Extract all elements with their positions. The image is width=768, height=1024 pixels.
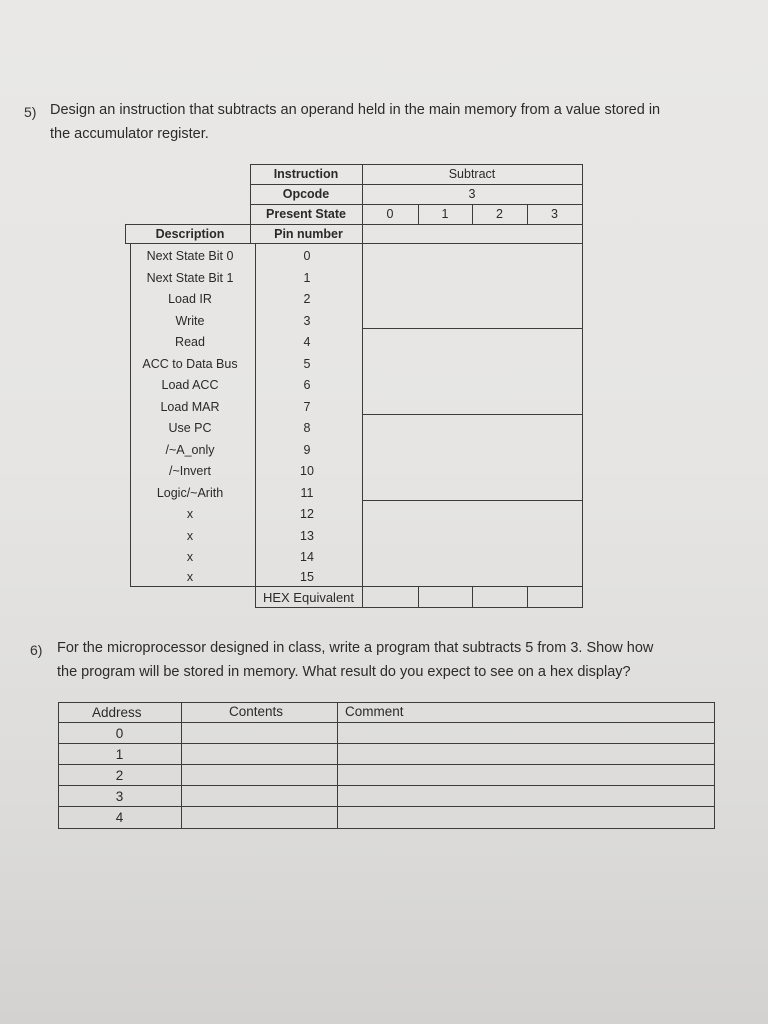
instruction-value: Subtract xyxy=(448,167,496,181)
row-pin-number: 10 xyxy=(300,464,314,478)
row-description: x xyxy=(186,550,194,564)
present-state-0: 0 xyxy=(386,207,394,221)
row-pin-number: 8 xyxy=(303,421,311,435)
table-line xyxy=(125,224,583,225)
table-line xyxy=(527,586,528,607)
table-line xyxy=(58,806,715,807)
table-line xyxy=(58,764,715,765)
row-description: x xyxy=(186,507,194,521)
table-line xyxy=(181,702,182,829)
row-pin-number: 13 xyxy=(300,529,314,543)
table-line xyxy=(250,204,583,205)
address-header: Address xyxy=(92,705,142,720)
row-pin-number: 2 xyxy=(303,292,311,306)
table-line xyxy=(58,702,715,703)
table-line xyxy=(250,164,583,165)
present-state-label: Present State xyxy=(266,207,346,221)
address-cell: 3 xyxy=(115,789,124,804)
row-description: Load MAR xyxy=(160,400,220,414)
table-line xyxy=(582,164,583,608)
pin-number-header: Pin number xyxy=(274,227,343,241)
row-pin-number: 0 xyxy=(303,249,311,263)
question-5-text xyxy=(50,98,750,146)
table-line xyxy=(58,743,715,744)
address-cell: 4 xyxy=(115,810,124,825)
address-cell: 1 xyxy=(115,747,124,762)
row-description: Read xyxy=(175,335,205,349)
row-description: /~A_only xyxy=(165,443,215,457)
table-line xyxy=(362,164,363,608)
table-line xyxy=(58,722,715,723)
contents-header: Contents xyxy=(229,704,284,719)
question-5-line-2: the accumulator register. xyxy=(50,126,209,142)
row-pin-number: 7 xyxy=(303,400,311,414)
row-description: Load ACC xyxy=(161,378,219,392)
row-pin-number: 12 xyxy=(300,507,314,521)
table-line xyxy=(125,243,583,244)
description-header: Description xyxy=(155,227,225,241)
row-description: Next State Bit 0 xyxy=(146,249,234,263)
comment-header: Comment xyxy=(345,704,404,719)
present-state-3: 3 xyxy=(551,207,558,221)
question-5-number: 5) xyxy=(24,104,37,120)
row-pin-number: 5 xyxy=(303,357,311,371)
row-description: Use PC xyxy=(168,421,212,435)
present-state-1: 1 xyxy=(441,207,449,221)
question-5-line-1: Design an instruction that subtracts an operand held in the main memory from a value stored in xyxy=(50,102,661,118)
table-line xyxy=(130,586,583,587)
table-line xyxy=(362,328,583,329)
row-pin-number: 11 xyxy=(300,486,314,500)
present-state-2: 2 xyxy=(496,207,503,221)
instruction-label: Instruction xyxy=(273,167,339,181)
address-cell: 2 xyxy=(115,768,124,783)
address-cell: 0 xyxy=(115,726,124,741)
table-line xyxy=(337,702,338,829)
table-line xyxy=(362,500,583,501)
row-description: Next State Bit 1 xyxy=(146,271,234,285)
table-line xyxy=(418,586,419,607)
question-6-number: 6) xyxy=(30,642,43,658)
opcode-label: Opcode xyxy=(282,187,330,201)
row-pin-number: 15 xyxy=(300,570,314,584)
hex-equivalent-label: HEX Equivalent xyxy=(262,590,355,605)
row-pin-number: 6 xyxy=(303,378,311,392)
row-pin-number: 4 xyxy=(303,335,311,349)
row-description: /~Invert xyxy=(168,464,212,478)
row-description: Load IR xyxy=(168,292,212,306)
table-line xyxy=(714,702,715,829)
row-description: Logic/~Arith xyxy=(156,486,224,500)
table-line xyxy=(250,184,583,185)
row-description: ACC to Data Bus xyxy=(142,357,238,371)
row-description: x xyxy=(186,529,194,543)
table-line xyxy=(58,785,715,786)
row-pin-number: 3 xyxy=(303,314,311,328)
row-description: Write xyxy=(175,314,205,328)
question-6-line-2: the program will be stored in memory. What result do you expect to see on a hex display? xyxy=(57,664,631,680)
row-description: x xyxy=(186,570,194,584)
table-line xyxy=(255,607,583,608)
row-pin-number: 1 xyxy=(303,271,311,285)
table-line xyxy=(362,414,583,415)
table-line xyxy=(472,586,473,607)
table-line xyxy=(58,828,715,829)
row-pin-number: 14 xyxy=(300,550,314,564)
question-6-text xyxy=(57,636,757,684)
opcode-value: 3 xyxy=(468,187,476,201)
row-pin-number: 9 xyxy=(303,443,311,457)
question-6-line-1: For the microprocessor designed in class, write a program that subtracts 5 from 3. Show how xyxy=(57,640,654,656)
